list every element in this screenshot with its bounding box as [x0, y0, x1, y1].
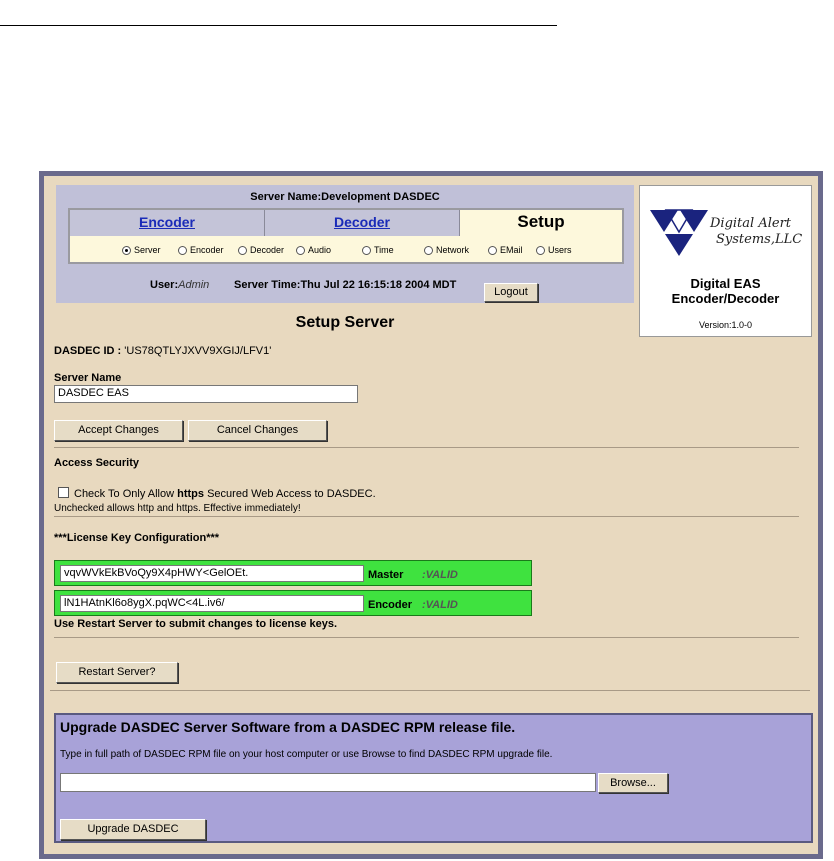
radio-time[interactable]: Time: [362, 245, 394, 255]
divider: [54, 637, 799, 638]
app-frame: [39, 171, 823, 859]
user-name: Admin: [178, 279, 210, 291]
app-panel: [44, 176, 818, 854]
radio-decoder[interactable]: Decoder: [238, 245, 284, 255]
https-only-checkbox[interactable]: [58, 487, 69, 498]
radio-dot[interactable]: [178, 246, 187, 255]
radio-dot[interactable]: [238, 246, 247, 255]
license-key-input[interactable]: vqvWVkEkBVoQy9X4pHWY<GelOEt.: [60, 565, 364, 582]
restart-server-button[interactable]: Restart Server?: [56, 662, 178, 683]
upgrade-description: Type in full path of DASDEC RPM file on your host computer or use Browse to find DASDEC RPM upgrade file.: [60, 749, 553, 760]
radio-dot[interactable]: [296, 246, 305, 255]
license-row-master: [54, 560, 532, 586]
license-key-input[interactable]: lN1HAtnKl6o8ygX.pqWC<4L.iv6/: [60, 595, 364, 612]
server-name-input[interactable]: DASDEC EAS: [54, 385, 358, 403]
license-row-encoder: [54, 590, 532, 616]
tab-setup: Setup: [460, 210, 622, 236]
server-time: Server Time:Thu Jul 22 16:15:18 2004 MDT: [234, 279, 457, 291]
https-note: Unchecked allows http and https. Effective immediately!: [54, 503, 301, 514]
logo-triangles-icon: [650, 206, 708, 258]
logout-button[interactable]: Logout: [484, 283, 538, 302]
tab-decoder-link[interactable]: Decoder: [333, 214, 391, 230]
server-name-title: Server Name:Development DASDEC: [250, 191, 440, 203]
cancel-changes-button[interactable]: Cancel Changes: [188, 420, 327, 441]
logo-panel: [639, 185, 812, 337]
radio-encoder[interactable]: Encoder: [178, 245, 224, 255]
radio-audio[interactable]: Audio: [296, 245, 331, 255]
license-title: ***License Key Configuration***: [54, 532, 220, 544]
setup-section-radios: [70, 239, 622, 261]
upgrade-panel: [54, 713, 813, 843]
radio-dot[interactable]: [122, 246, 131, 255]
license-note: Use Restart Server to submit changes to license keys.: [54, 618, 338, 630]
radio-email[interactable]: EMail: [488, 245, 523, 255]
dasdec-id-value: 'US78QTLYJXVV9XGIJ/LFV1': [124, 345, 272, 357]
access-security-title: Access Security: [54, 457, 139, 469]
divider: [54, 516, 799, 517]
company-name: Digital Alert Systems,LLC: [710, 216, 803, 247]
radio-dot[interactable]: [424, 246, 433, 255]
version-label: Version:1.0-0: [698, 320, 753, 330]
radio-dot[interactable]: [488, 246, 497, 255]
page-title: Setup Server: [295, 314, 395, 331]
license-role: Master: [368, 569, 404, 581]
rpm-file-input[interactable]: [60, 773, 596, 792]
tab-encoder-link[interactable]: Encoder: [138, 214, 195, 230]
user-info: User:Admin: [150, 279, 210, 291]
product-name: Digital EAS Encoder/Decoder: [671, 276, 780, 306]
top-rule: [0, 25, 557, 26]
radio-users[interactable]: Users: [536, 245, 572, 255]
page-title-band: [56, 303, 634, 337]
divider: [50, 690, 810, 691]
upgrade-dasdec-button[interactable]: Upgrade DASDEC: [60, 819, 206, 840]
license-status: :VALID: [422, 599, 458, 611]
radio-dot[interactable]: [536, 246, 545, 255]
upgrade-title: Upgrade DASDEC Server Software from a DASDEC RPM release file.: [60, 719, 516, 735]
tab-decoder[interactable]: [265, 210, 460, 236]
divider: [54, 447, 799, 448]
license-role: Encoder: [368, 599, 413, 611]
radio-server[interactable]: Server: [122, 245, 161, 255]
accept-changes-button[interactable]: Accept Changes: [54, 420, 183, 441]
tab-bar: [68, 208, 624, 264]
server-name-label: Server Name: [54, 372, 122, 384]
radio-dot[interactable]: [362, 246, 371, 255]
license-status: :VALID: [422, 569, 458, 581]
header-panel: [56, 185, 634, 337]
tab-encoder[interactable]: [70, 210, 265, 236]
https-only-label: Check To Only Allow https Secured Web Access to DASDEC.: [74, 488, 376, 500]
radio-network[interactable]: Network: [424, 245, 469, 255]
browse-button[interactable]: Browse...: [598, 773, 668, 793]
dasdec-id: DASDEC ID : 'US78QTLYJXVV9XGIJ/LFV1': [54, 345, 272, 357]
session-info: [56, 267, 634, 297]
